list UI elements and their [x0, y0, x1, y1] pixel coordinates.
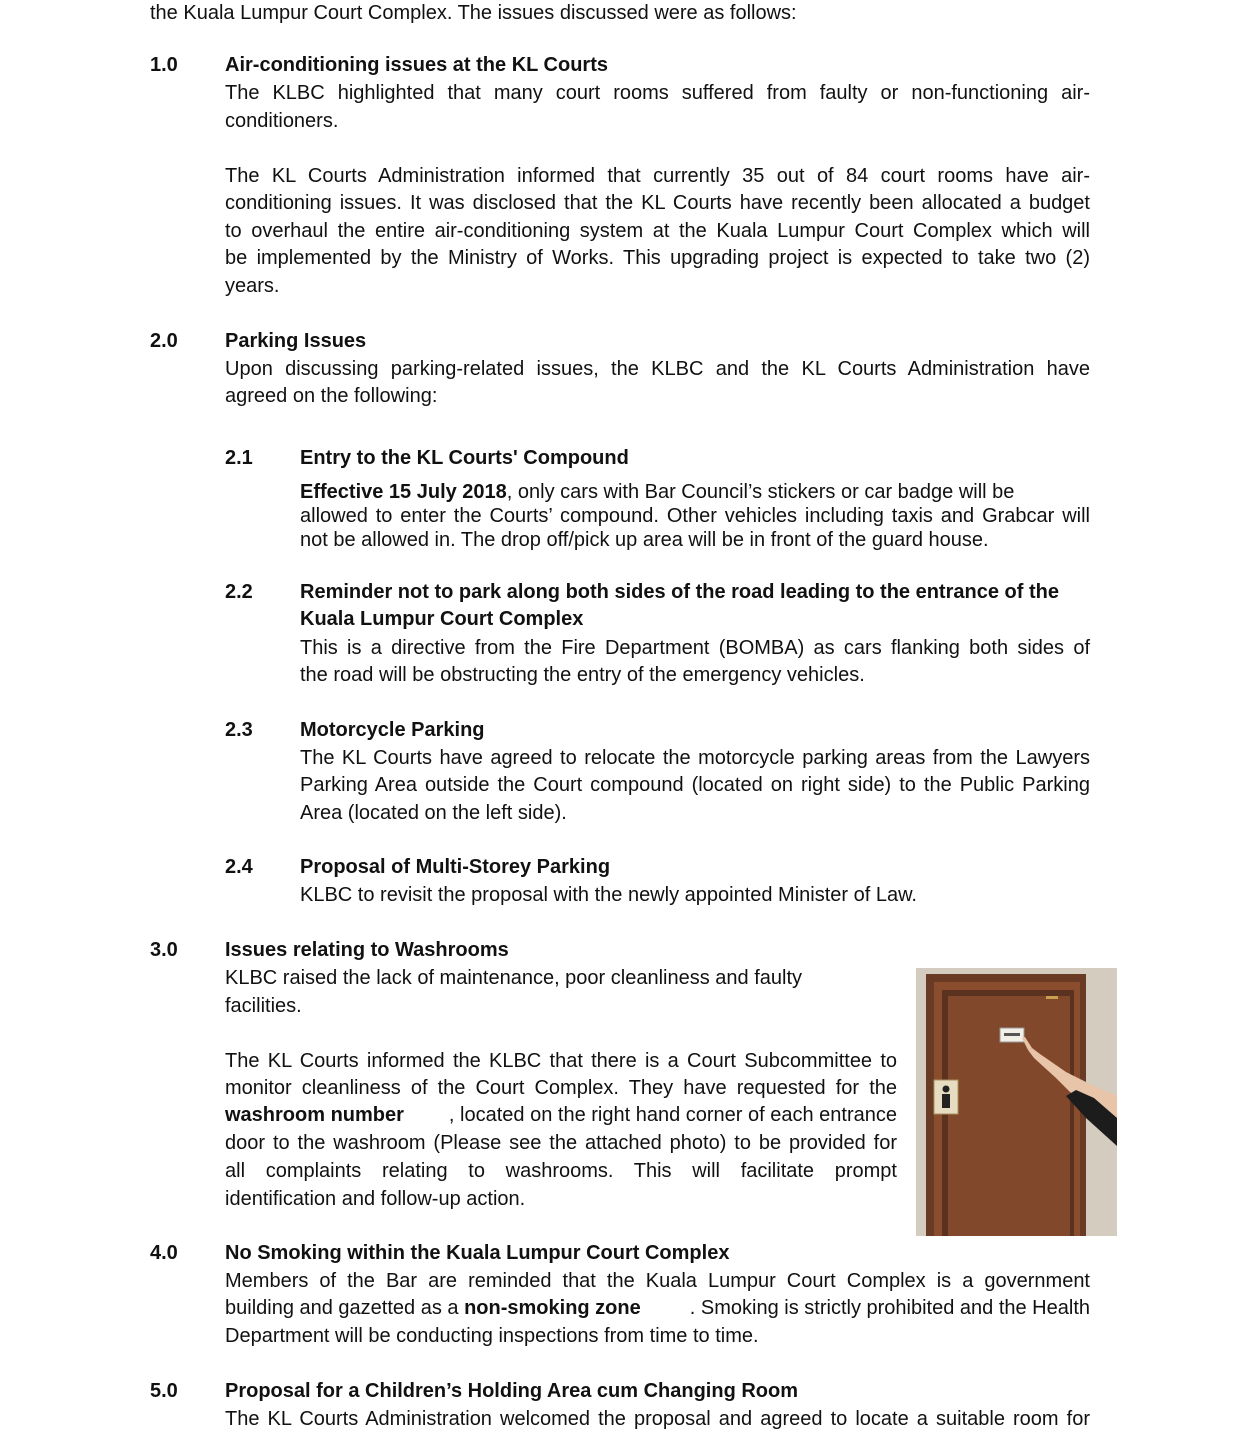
bold-text: washroom number [225, 1104, 404, 1126]
section-number: 3.0 [150, 939, 178, 961]
subsection-heading: Reminder not to park along both sides of the road leading to the entrance of the [300, 581, 1059, 603]
section-number: 1.0 [150, 54, 178, 76]
bold-text: non-smoking zone [464, 1297, 641, 1319]
paragraph-line: The KL Courts have agreed to relocate the motorcycle parking areas from the Lawyers [300, 747, 1090, 769]
subsection-heading: Proposal of Multi-Storey Parking [300, 856, 611, 878]
paragraph-line: allowed to enter the Courts’ compound. Other vehicles including taxis and Grabcar will [300, 505, 1090, 527]
subsection-heading: Motorcycle Parking [300, 719, 485, 741]
section-heading: Parking Issues [225, 330, 367, 352]
text: , located on the right hand corner of each entrance [448, 1104, 897, 1126]
paragraph-line: conditioners. [225, 110, 339, 132]
section-heading: Issues relating to Washrooms [225, 939, 509, 961]
subsection-heading-cont: Kuala Lumpur Court Complex [300, 608, 584, 630]
text: building and gazetted as a [225, 1297, 465, 1319]
paragraph-line: to overhaul the entire air-conditioning system at the Kuala Lumpur Court Complex which will [225, 220, 1090, 242]
subsection-number: 2.1 [225, 447, 253, 469]
paragraph-line: The KLBC highlighted that many court rooms suffered from faulty or non-functioning air- [225, 82, 1090, 104]
paragraph-line [300, 481, 1090, 504]
section-number: 2.0 [150, 330, 178, 352]
paragraph-line: identification and follow-up action. [225, 1188, 526, 1210]
section-number: 5.0 [150, 1380, 178, 1402]
subsection-number: 2.3 [225, 719, 253, 741]
section-heading: Proposal for a Children’s Holding Area cum Changing Room [225, 1380, 799, 1402]
paragraph-line: This is a directive from the Fire Department (BOMBA) as cars flanking both sides of [300, 637, 1090, 659]
paragraph-line: agreed on the following: [225, 385, 438, 407]
paragraph-line: not be allowed in. The drop off/pick up area will be in front of the guard house. [300, 529, 989, 551]
paragraph-line: Parking Area outside the Court compound (located on right side) to the Public Parking [300, 774, 1090, 796]
paragraph-line: monitor cleanliness of the Court Complex. They have requested for the [225, 1077, 897, 1099]
text: . Smoking is strictly prohibited and the Health [689, 1297, 1090, 1319]
paragraph-line: KLBC to revisit the proposal with the newly appointed Minister of Law. [300, 884, 917, 906]
paragraph-line: the road will be obstructing the entry of the emergency vehicles. [300, 664, 865, 686]
paragraph-line: be implemented by the Ministry of Works. This upgrading project is expected to take two (2) [225, 247, 1090, 269]
paragraph-line [225, 1104, 897, 1127]
subsection-number: 2.4 [225, 856, 253, 878]
paragraph-line: years. [225, 275, 280, 297]
paragraph-line: all complaints relating to washrooms. This will facilitate prompt [225, 1160, 897, 1182]
subsection-heading: Entry to the KL Courts' Compound [300, 447, 629, 469]
paragraph-line: Upon discussing parking-related issues, the KLBC and the KL Courts Administration have [225, 358, 1090, 380]
section-heading: Air-conditioning issues at the KL Courts [225, 54, 608, 76]
paragraph-line [225, 1297, 1090, 1320]
section-heading: No Smoking within the Kuala Lumpur Court Complex [225, 1242, 730, 1264]
section-number: 4.0 [150, 1242, 178, 1264]
washroom-door-illustration [916, 968, 1117, 1236]
paragraph-line: The KL Courts Administration informed that currently 35 out of 84 court rooms have air- [225, 165, 1090, 187]
bold-text: Effective 15 July 2018 [300, 481, 507, 503]
paragraph-line: conditioning issues. It was disclosed that the KL Courts have recently been allocated a budget [225, 192, 1090, 214]
paragraph-line: The KL Courts informed the KLBC that there is a Court Subcommittee to [225, 1050, 897, 1072]
paragraph-line: facilities. [225, 995, 302, 1017]
washroom-door-photo [916, 968, 1117, 1236]
text: , only cars with Bar Council’s stickers or car badge will be [506, 481, 1015, 503]
subsection-number: 2.2 [225, 581, 253, 603]
paragraph-line: Area (located on the left side). [300, 802, 567, 824]
paragraph-line: The KL Courts Administration welcomed the proposal and agreed to locate a suitable room for [225, 1408, 1090, 1430]
paragraph-line: Members of the Bar are reminded that the Kuala Lumpur Court Complex is a government [225, 1270, 1090, 1292]
intro-line: the Kuala Lumpur Court Complex. The issues discussed were as follows: [150, 2, 797, 24]
paragraph-line: Department will be conducting inspections from time to time. [225, 1325, 759, 1347]
paragraph-line: KLBC raised the lack of maintenance, poor cleanliness and faulty [225, 967, 803, 989]
paragraph-line: door to the washroom (Please see the attached photo) to be provided for [225, 1132, 897, 1154]
